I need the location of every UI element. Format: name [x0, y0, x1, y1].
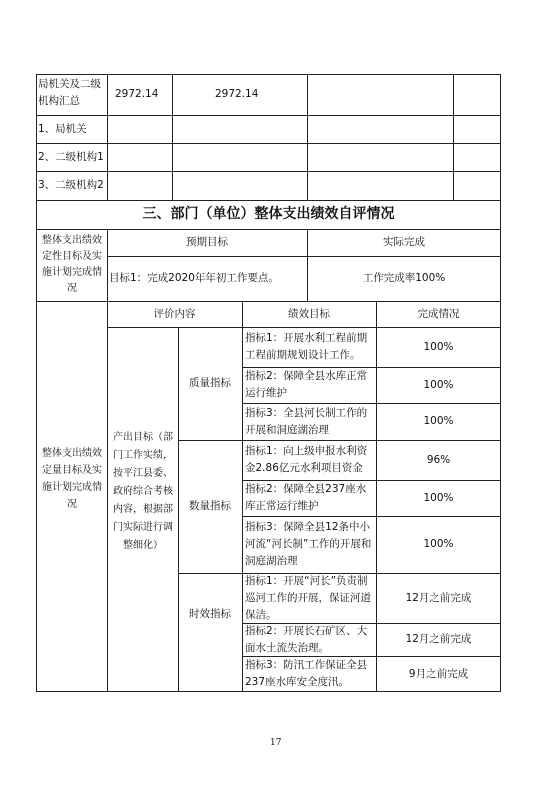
indicator-item: 指标2：开展长石矿区、大面水土流失治理。: [245, 624, 368, 654]
budget-row-label: 局机关及二级机构汇总: [38, 78, 101, 107]
indicator-item: 指标1：开展“河长”负责制巡河工作的开展，保证河道保洁。: [245, 574, 371, 621]
group-quantity: 数量指标: [189, 500, 231, 512]
expected-target: 目标1：完成2020年年初工作要点。: [109, 272, 279, 284]
targets-label: 整体支出绩效定性目标及实施计划完成情况: [42, 235, 102, 294]
indicator-item: 指标1：向上级申报水利资金2.86亿元水利项目资金: [245, 445, 368, 474]
rule: [242, 301, 243, 691]
status-item: 12月之前完成: [405, 633, 472, 645]
actual-header: 实际完成: [383, 236, 425, 248]
page-number: 17: [270, 738, 282, 748]
header-indicator: 绩效目标: [288, 307, 330, 320]
indicator-item: 指标3：全县河长制工作的开展和洞庭湖治理: [245, 406, 368, 436]
budget-row-value-1: 2972.14: [115, 88, 159, 100]
budget-row-value-2: 2972.14: [215, 88, 259, 100]
budget-row-label: 1、局机关: [38, 122, 87, 135]
header-content: 评价内容: [153, 307, 196, 320]
header-status: 完成情况: [417, 307, 460, 320]
group-timeliness: 时效指标: [189, 608, 231, 620]
table-border-bottom: [36, 691, 501, 692]
indicator-item: 指标3：防汛工作保证全县237座水库安全度汛。: [245, 659, 368, 688]
status-item: 100%: [423, 415, 454, 427]
group-quality: 质量指标: [189, 377, 231, 389]
status-item: 12月之前完成: [405, 591, 472, 604]
rule: [107, 229, 108, 691]
budget-row-label: 3、二级机构2: [38, 179, 104, 191]
actual-result: 工作完成率100%: [362, 272, 446, 284]
status-item: 100%: [423, 340, 454, 353]
status-item: 9月之前完成: [408, 667, 469, 680]
indicator-item: 指标3：保障全县12条中小河流“河长制”工作的开展和洞庭湖治理: [245, 521, 372, 567]
indicator-item: 指标2：保障全县237座水库正常运行维护: [245, 483, 367, 512]
indicator-item: 指标2：保障全县水库正常运行维护: [245, 370, 368, 399]
budget-row-label: 2、二级机构1: [38, 150, 104, 163]
expected-header: 预期目标: [186, 236, 228, 248]
status-item: 100%: [423, 378, 454, 391]
status-item: 100%: [423, 538, 454, 550]
status-item: 96%: [426, 453, 451, 466]
status-item: 100%: [423, 491, 454, 504]
table-border-left: [36, 74, 37, 691]
eval-left-label: 整体支出绩效定量目标及实施计划完成情况: [42, 447, 102, 510]
indicator-item: 指标1：开展水利工程前期工程前期规划设计工作。: [245, 332, 368, 361]
rule: [307, 74, 308, 200]
section-title: 三、部门（单位）整体支出绩效自评情况: [142, 206, 395, 222]
output-target-label: 产出目标（部门工作实绩，按平江县委、政府综合考核内容，根据部门实际进行调整细化）: [113, 431, 173, 551]
rule: [453, 74, 454, 200]
